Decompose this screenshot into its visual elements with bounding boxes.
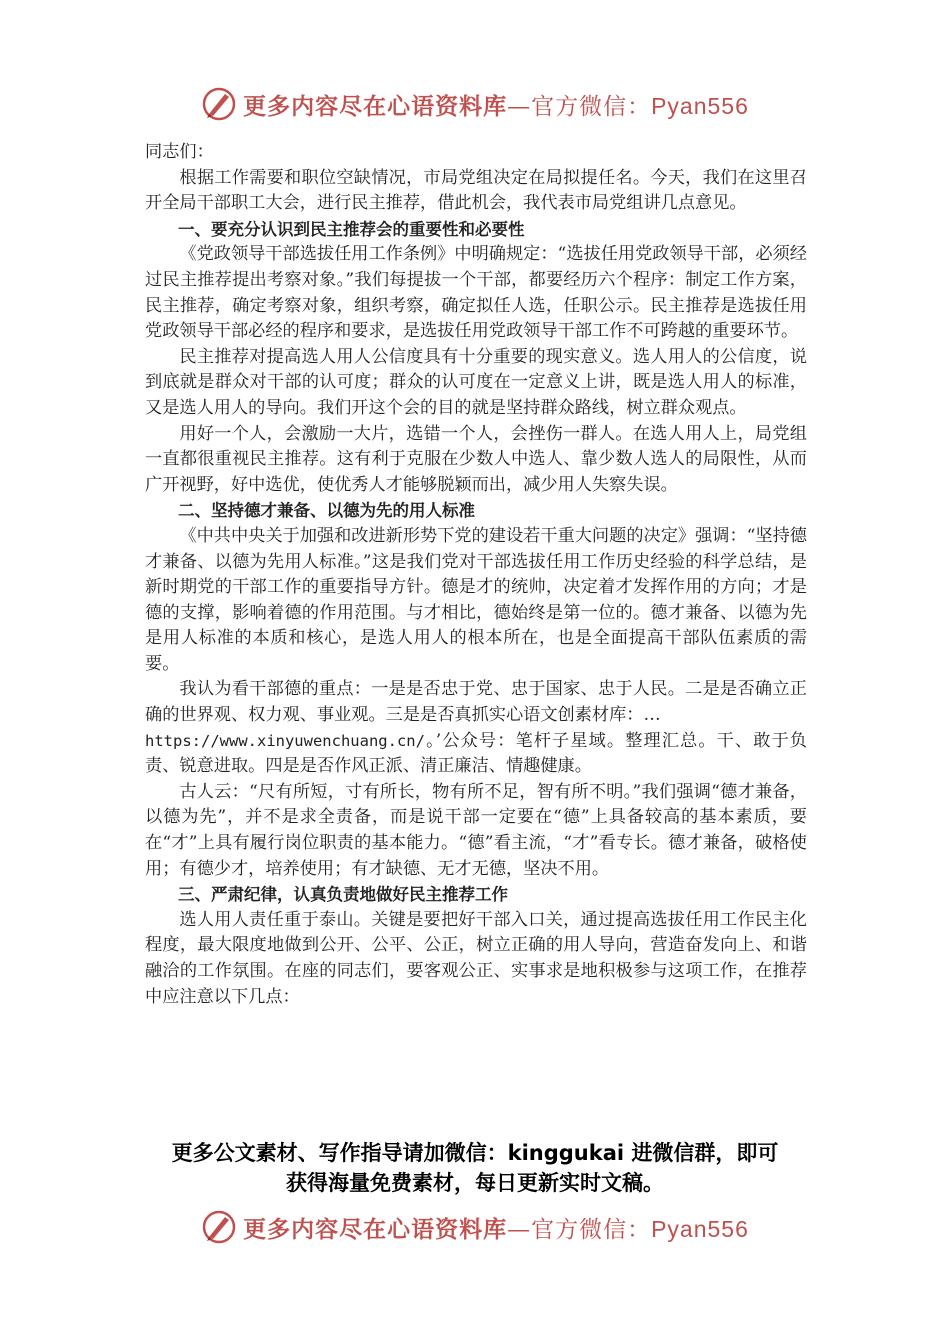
body-paragraph: 《中共中央关于加强和改进新形势下党的建设若干重大问题的决定》强调：“坚持德才兼备、以德为先用人标准。”这是我们党对干部选拔任用工作历史经验的科学总结，是新时期党的干部工作的重要指导方针。德是才的统帅，决定着才发挥作用的方向；才是德的支撑，影响着德的作用范围。与才相比，德始终是第一位的。德才兼备、以德为先是用人标准的本质和核心，是选人用人的根本所在，也是全面提高干部队伍素质的需要。 (145, 525, 807, 674)
paragraph-list (145, 166, 807, 1011)
banner-title: 更多内容尽在心语资料库 (243, 92, 508, 120)
banner-separator: — (507, 93, 532, 120)
body-paragraph: 用好一个人，会激励一大片，选错一个人，会挫伤一群人。在选人用人上，局党组一直都很重视民主推荐。这有利于克服在少数人中选人、靠少数人选人的局限性，从而广开视野，好中选优，使优秀人才能够脱颖而出，减少用人失察失误。 (145, 423, 807, 495)
section-heading: 一、要充分认识到民主推荐会的重要性和必要性 (178, 219, 525, 239)
pen-logo-icon (201, 1209, 237, 1245)
url-text: https://www.xinyuwenchuang.cn/ (145, 731, 425, 750)
pen-logo-icon (201, 86, 237, 122)
promo-line-2: 获得海量免费素材，每日更新实时文稿。 (286, 1171, 664, 1195)
body-paragraph: 选人用人责任重于泰山。关键是要把好干部入口关，通过提高选拔任用工作民主化程度，最大限度地做到公开、公平、公正，树立正确的用人导向，营造奋发向上、和谐融洽的工作氛围。在座的同志们，要客观公正、实事求是地积极参与这项工作，在推荐中应注意以下几点： (145, 909, 807, 1007)
body-paragraph: 古人云：“尺有所短，寸有所长，物有所不足，智有所不明。”我们强调“德才兼备，以德为先”，并不是求全责备，而是说干部一定要在“德”上具备较高的基本素质，要在“才”上具有履行岗位职责的基本能力。“德”看主流，“才”看专长。德才兼备，破格使用；有德少才，培养使用；有才缺德、无才无德，坚决不用。 (145, 781, 807, 879)
promo-line-1: 更多公文素材、写作指导请加微信：kinggukai 进微信群，即可 (171, 1141, 779, 1165)
banner-wechat: 官方微信：Pyan556 (531, 1215, 749, 1242)
greeting: 同志们： (145, 142, 214, 162)
banner-text (243, 88, 749, 121)
header-banner (0, 82, 950, 126)
body-paragraph: 民主推荐对提高选人用人公信度具有十分重要的现实意义。选人用人的公信度，说到底就是群众对干部的认可度；群众的认可度在一定意义上讲，既是选人用人的标准，又是选人用人的导向。我们开这个会的目的就是坚持群众路线，树立群众观点。 (145, 346, 807, 418)
paragraph-text: 我认为看干部德的重点：一是是否忠于党、忠于国家、忠于人民。二是是否确立正确的世界观、权力观、事业观。三是是否真抓实心语文创素材库：… (145, 679, 807, 726)
paragraph-text: 。’公众号：笔杆子星域。整理汇总。干、敢于负责、锐意进取。四是是否作风正派、清正廉洁、情趣健康。 (145, 730, 807, 777)
body-paragraph: 根据工作需要和职位空缺情况，市局党组决定在局拟提任名。今天，我们在这里召开全局干部职工大会，进行民主推荐，借此机会，我代表市局党组讲几点意见。 (145, 167, 807, 214)
document-body (145, 140, 807, 1010)
banner-wechat: 官方微信：Pyan556 (531, 92, 749, 119)
section-heading: 二、坚持德才兼备、以德为先的用人标准 (178, 501, 475, 521)
body-paragraph: 《党政领导干部选拔任用工作条例》中明确规定：“选拔任用党政领导干部，必须经过民主推荐提出考察对象。”我们每提拔一个干部，都要经历六个程序：制定工作方案，民主推荐，确定考察对象，组织考察，确定拟任人选，任职公示。民主推荐是选拔任用党政领导干部必经的程序和要求，是选拔任用党政领导干部工作不可跨越的重要环节。 (145, 244, 807, 342)
promo-notice (0, 1138, 950, 1198)
banner-title: 更多内容尽在心语资料库 (243, 1215, 508, 1243)
banner-text (243, 1211, 749, 1244)
section-heading: 三、严肃纪律，认真负责地做好民主推荐工作 (178, 885, 508, 905)
banner-separator: — (507, 1216, 532, 1243)
body-paragraph (145, 677, 807, 779)
footer-banner (0, 1205, 950, 1249)
